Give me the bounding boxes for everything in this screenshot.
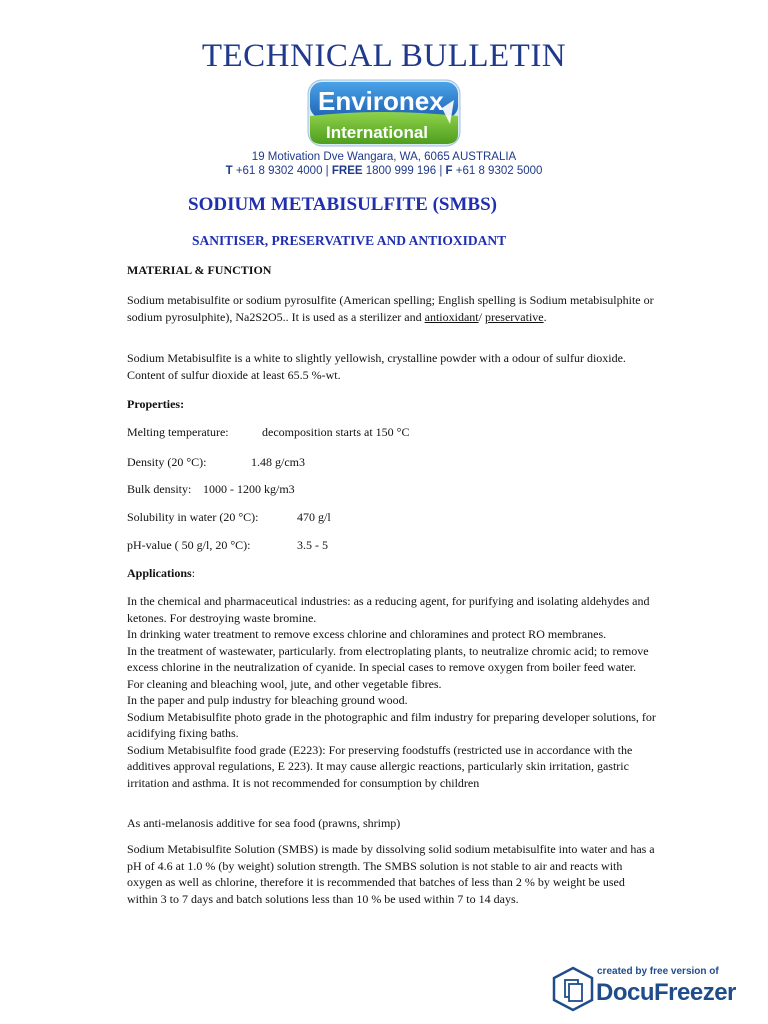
- paragraph-material: [127, 292, 657, 325]
- property-label: Bulk density:: [127, 482, 192, 496]
- property-value: 470 g/l: [297, 510, 331, 524]
- watermark-brand: DocuFreezer: [596, 979, 736, 1006]
- period: .: [543, 309, 547, 324]
- preservative-link[interactable]: preservative: [484, 309, 544, 324]
- applications-list: [127, 593, 657, 791]
- phone-free: 1800 999 196: [365, 165, 437, 177]
- environex-logo: [304, 78, 464, 148]
- phone-f: +61 8 9302 5000: [455, 165, 543, 177]
- application-item: In the chemical and pharmaceutical industries: as a reducing agent, for purifying and isolating aldehydes and ketones. For destroying waste bromine.: [127, 594, 650, 625]
- paragraph-description: Sodium Metabisulfite is a white to slightly yellowish, crystalline powder with a odour of sulfur dioxide. Content of sulfur dioxide at least 65.5 %-wt.: [127, 351, 626, 382]
- slash: /: [478, 309, 482, 324]
- phone-label-f: F: [445, 165, 453, 177]
- document-subtitle: SANITISER, PRESERVATIVE AND ANTIOXIDANT: [192, 233, 507, 248]
- property-value: decomposition starts at 150 °C: [262, 425, 410, 439]
- property-label: Density (20 °C):: [127, 455, 207, 469]
- phone-t: +61 8 9302 4000: [235, 165, 323, 177]
- docufreezer-icon: [552, 966, 594, 1012]
- property-label: pH-value ( 50 g/l, 20 °C):: [127, 538, 251, 552]
- application-item: For cleaning and bleaching wool, jute, and other vegetable fibres.: [127, 676, 442, 691]
- property-value: 1.48 g/cm3: [251, 455, 305, 469]
- application-item: In the treatment of wastewater, particularly. from electroplating plants, to neutralize chromic acid; to remove excess chlorine in the neutralization of cyanide. In special cases to remove oxygen from boiler feed water.: [127, 643, 649, 674]
- section-heading-applications: [127, 565, 657, 582]
- logo-word-bottom: International: [326, 123, 429, 142]
- section-heading-material: MATERIAL & FUNCTION: [127, 263, 272, 277]
- property-label: Solubility in water (20 °C):: [127, 510, 259, 524]
- application-item: In the paper and pulp industry for bleaching ground wood.: [127, 693, 408, 707]
- bulletin-title: TECHNICAL BULLETIN: [201, 38, 567, 74]
- property-label: Melting temperature:: [127, 425, 229, 439]
- applications-heading: Applications: [127, 566, 192, 580]
- application-item: Sodium Metabisulfite food grade (E223): For preserving foodstuffs (restricted use in accordance with the additives approval regulations, E 223). It may cause allergic reactions, particularly skin irritation, gastric irritation and asthma. It is not recommended for consumption by children: [127, 742, 633, 790]
- address-line: 19 Motivation Dve Wangara, WA, 6065 AUSTRALIA: [251, 151, 517, 163]
- watermark-small-text: created by free version of: [597, 966, 719, 977]
- application-item: Sodium Metabisulfite photo grade in the photographic and film industry for preparing developer solutions, for acidifying fixing baths.: [127, 709, 656, 740]
- separator: |: [325, 165, 329, 177]
- document-title: SODIUM METABISULFITE (SMBS): [188, 194, 497, 215]
- property-row: [127, 509, 331, 525]
- contact-phones: [0, 165, 768, 177]
- paragraph-text: Sodium metabisulfite or sodium pyrosulfite (American spelling; English spelling is Sodium metabisulphite or sodium pyrosulphite), Na2S2O5.. It is used as a sterilizer and: [127, 293, 654, 324]
- section-heading-properties: Properties:: [127, 397, 185, 411]
- application-item: In drinking water treatment to remove excess chlorine and chloramines and protect RO membranes.: [127, 627, 607, 641]
- antioxidant-link[interactable]: antioxidant: [424, 309, 479, 324]
- phone-label-t: T: [225, 165, 233, 177]
- paragraph-solution: Sodium Metabisulfite Solution (SMBS) is made by dissolving solid sodium metabisulfite into water and has a pH of 4.6 at 1.0 % (by weight) solution strength. The SMBS solution is not stable to air and reacts with oxygen as well as chlorine, therefore it is recommended that batches of less than 2 % by weight be used within 3 to 7 days and batch solutions less than 10 % be used within 7 to 14 days.: [127, 842, 655, 906]
- property-value: 3.5 - 5: [297, 538, 328, 552]
- property-row: [127, 537, 328, 553]
- phone-label-free: FREE: [331, 165, 363, 177]
- property-row: [127, 454, 305, 470]
- property-row: [127, 481, 295, 497]
- property-row: [127, 424, 409, 440]
- separator: |: [439, 165, 443, 177]
- colon: :: [191, 566, 196, 580]
- logo-word-top: Environex: [318, 86, 444, 116]
- paragraph-antimelanosis: As anti-melanosis additive for sea food (prawns, shrimp): [127, 816, 401, 830]
- property-value: 1000 - 1200 kg/m3: [203, 482, 295, 496]
